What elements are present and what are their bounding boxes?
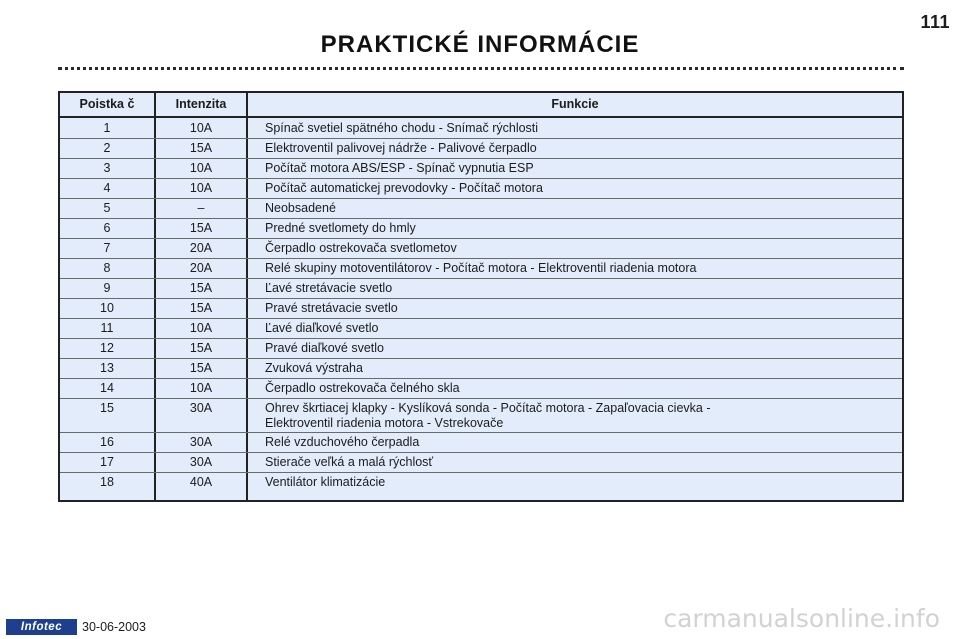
fuse-amperage: 10A xyxy=(189,321,213,335)
fuse-amperage: 10A xyxy=(189,381,213,395)
fuse-function xyxy=(265,321,896,336)
fuse-function xyxy=(265,161,896,176)
fuse-table xyxy=(58,91,904,502)
table-row xyxy=(60,318,902,339)
table-row xyxy=(60,298,902,319)
fuse-function-line: Čerpadlo ostrekovača svetlometov xyxy=(265,241,457,255)
fuse-function-line: Predné svetlomety do hmly xyxy=(265,221,416,235)
fuse-amperage: – xyxy=(197,201,205,215)
fuse-number: 11 xyxy=(100,321,114,335)
fuse-amperage: 15A xyxy=(189,361,213,375)
fuse-number: 5 xyxy=(103,201,111,215)
fuse-number: 7 xyxy=(103,241,111,255)
fuse-number: 8 xyxy=(103,261,111,275)
page-title: PRAKTICKÉ INFORMÁCIE xyxy=(320,31,640,58)
fuse-function xyxy=(265,475,896,490)
fuse-amperage: 30A xyxy=(189,455,213,469)
table-row xyxy=(60,158,902,179)
fuse-number: 2 xyxy=(103,141,111,155)
watermark: carmanualsonline.info xyxy=(663,604,940,633)
fuse-function xyxy=(265,301,896,316)
fuse-number: 13 xyxy=(100,361,114,375)
fuse-number: 16 xyxy=(100,435,114,449)
fuse-function-line: Čerpadlo ostrekovača čelného skla xyxy=(265,381,460,395)
fuse-function-line: Ventilátor klimatizácie xyxy=(265,475,386,489)
infotec-logo: Infotec xyxy=(6,619,77,635)
table-row xyxy=(60,452,902,473)
page-number: 111 xyxy=(920,12,950,32)
table-row xyxy=(60,378,902,399)
fuse-number: 1 xyxy=(103,121,111,135)
table-row xyxy=(60,238,902,259)
header-fuse-number: Poistka č xyxy=(79,97,135,111)
table-row xyxy=(60,358,902,379)
table-row xyxy=(60,338,902,359)
table-row xyxy=(60,472,902,492)
fuse-function-line: Pravé diaľkové svetlo xyxy=(265,341,384,355)
table-row xyxy=(60,118,902,139)
fuse-number: 4 xyxy=(103,181,111,195)
fuse-function xyxy=(265,241,896,256)
fuse-function xyxy=(265,201,896,216)
fuse-amperage: 15A xyxy=(189,301,213,315)
fuse-function-line: Stierače veľká a malá rýchlosť xyxy=(265,455,434,469)
fuse-amperage: 20A xyxy=(189,241,213,255)
fuse-function-line: Relé vzduchového čerpadla xyxy=(265,435,420,449)
fuse-amperage: 40A xyxy=(189,475,213,489)
fuse-function-line: Zvuková výstraha xyxy=(265,361,363,375)
header-functions: Funkcie xyxy=(551,97,599,111)
fuse-function xyxy=(265,381,896,396)
fuse-amperage: 30A xyxy=(189,435,213,449)
fuse-function-line: Počítač automatickej prevodovky - Počítač motora xyxy=(265,181,543,195)
fuse-function-line: Ľavé stretávacie svetlo xyxy=(265,281,393,295)
footer-date: 30-06-2003 xyxy=(82,620,146,634)
fuse-number: 9 xyxy=(103,281,111,295)
header-amperage: Intenzita xyxy=(175,97,227,111)
table-row xyxy=(60,218,902,239)
fuse-function xyxy=(265,341,896,356)
fuse-amperage: 30A xyxy=(189,401,213,415)
fuse-function xyxy=(265,435,896,450)
fuse-function-line: Relé skupiny motoventilátorov - Počítač motora - Elektroventil riadenia motora xyxy=(265,261,697,275)
fuse-number: 10 xyxy=(100,301,114,315)
fuse-function xyxy=(265,221,896,236)
table-row xyxy=(60,258,902,279)
fuse-amperage: 15A xyxy=(189,281,213,295)
table-row xyxy=(60,178,902,199)
table-row xyxy=(60,432,902,453)
fuse-amperage: 10A xyxy=(189,121,213,135)
fuse-amperage: 15A xyxy=(189,221,213,235)
fuse-number: 18 xyxy=(100,475,114,489)
fuse-number: 6 xyxy=(103,221,111,235)
fuse-function-line: Ohrev škrtiacej klapky - Kyslíková sonda - Počítač motora - Zapaľovacia cievka - xyxy=(265,401,711,415)
fuse-function-line: Elektroventil riadenia motora - Vstrekovače xyxy=(265,416,504,430)
fuse-function-line: Spínač svetiel spätného chodu - Snímač rýchlosti xyxy=(265,121,539,135)
fuse-function xyxy=(265,455,896,470)
table-row xyxy=(60,198,902,219)
fuse-amperage: 10A xyxy=(189,161,213,175)
fuse-function xyxy=(265,261,896,276)
table-row xyxy=(60,278,902,299)
fuse-function-line: Elektroventil palivovej nádrže - Palivové čerpadlo xyxy=(265,141,537,155)
fuse-function xyxy=(265,121,896,136)
fuse-function xyxy=(265,141,896,156)
fuse-function-line: Pravé stretávacie svetlo xyxy=(265,301,398,315)
fuse-amperage: 15A xyxy=(189,141,213,155)
fuse-amperage: 15A xyxy=(189,341,213,355)
fuse-function xyxy=(265,281,896,296)
fuse-number: 12 xyxy=(100,341,114,355)
table-row xyxy=(60,138,902,159)
fuse-function xyxy=(265,361,896,376)
fuse-function xyxy=(265,181,896,196)
fuse-number: 14 xyxy=(100,381,114,395)
fuse-amperage: 20A xyxy=(189,261,213,275)
fuse-amperage: 10A xyxy=(189,181,213,195)
table-header-row xyxy=(60,93,902,118)
fuse-number: 15 xyxy=(100,401,114,415)
title-divider xyxy=(58,67,904,70)
fuse-number: 17 xyxy=(100,455,114,469)
fuse-function-line: Počítač motora ABS/ESP - Spínač vypnutia ESP xyxy=(265,161,534,175)
fuse-number: 3 xyxy=(103,161,111,175)
fuse-function xyxy=(265,401,896,431)
table-row xyxy=(60,398,902,433)
fuse-function-line: Neobsadené xyxy=(265,201,336,215)
fuse-function-line: Ľavé diaľkové svetlo xyxy=(265,321,379,335)
